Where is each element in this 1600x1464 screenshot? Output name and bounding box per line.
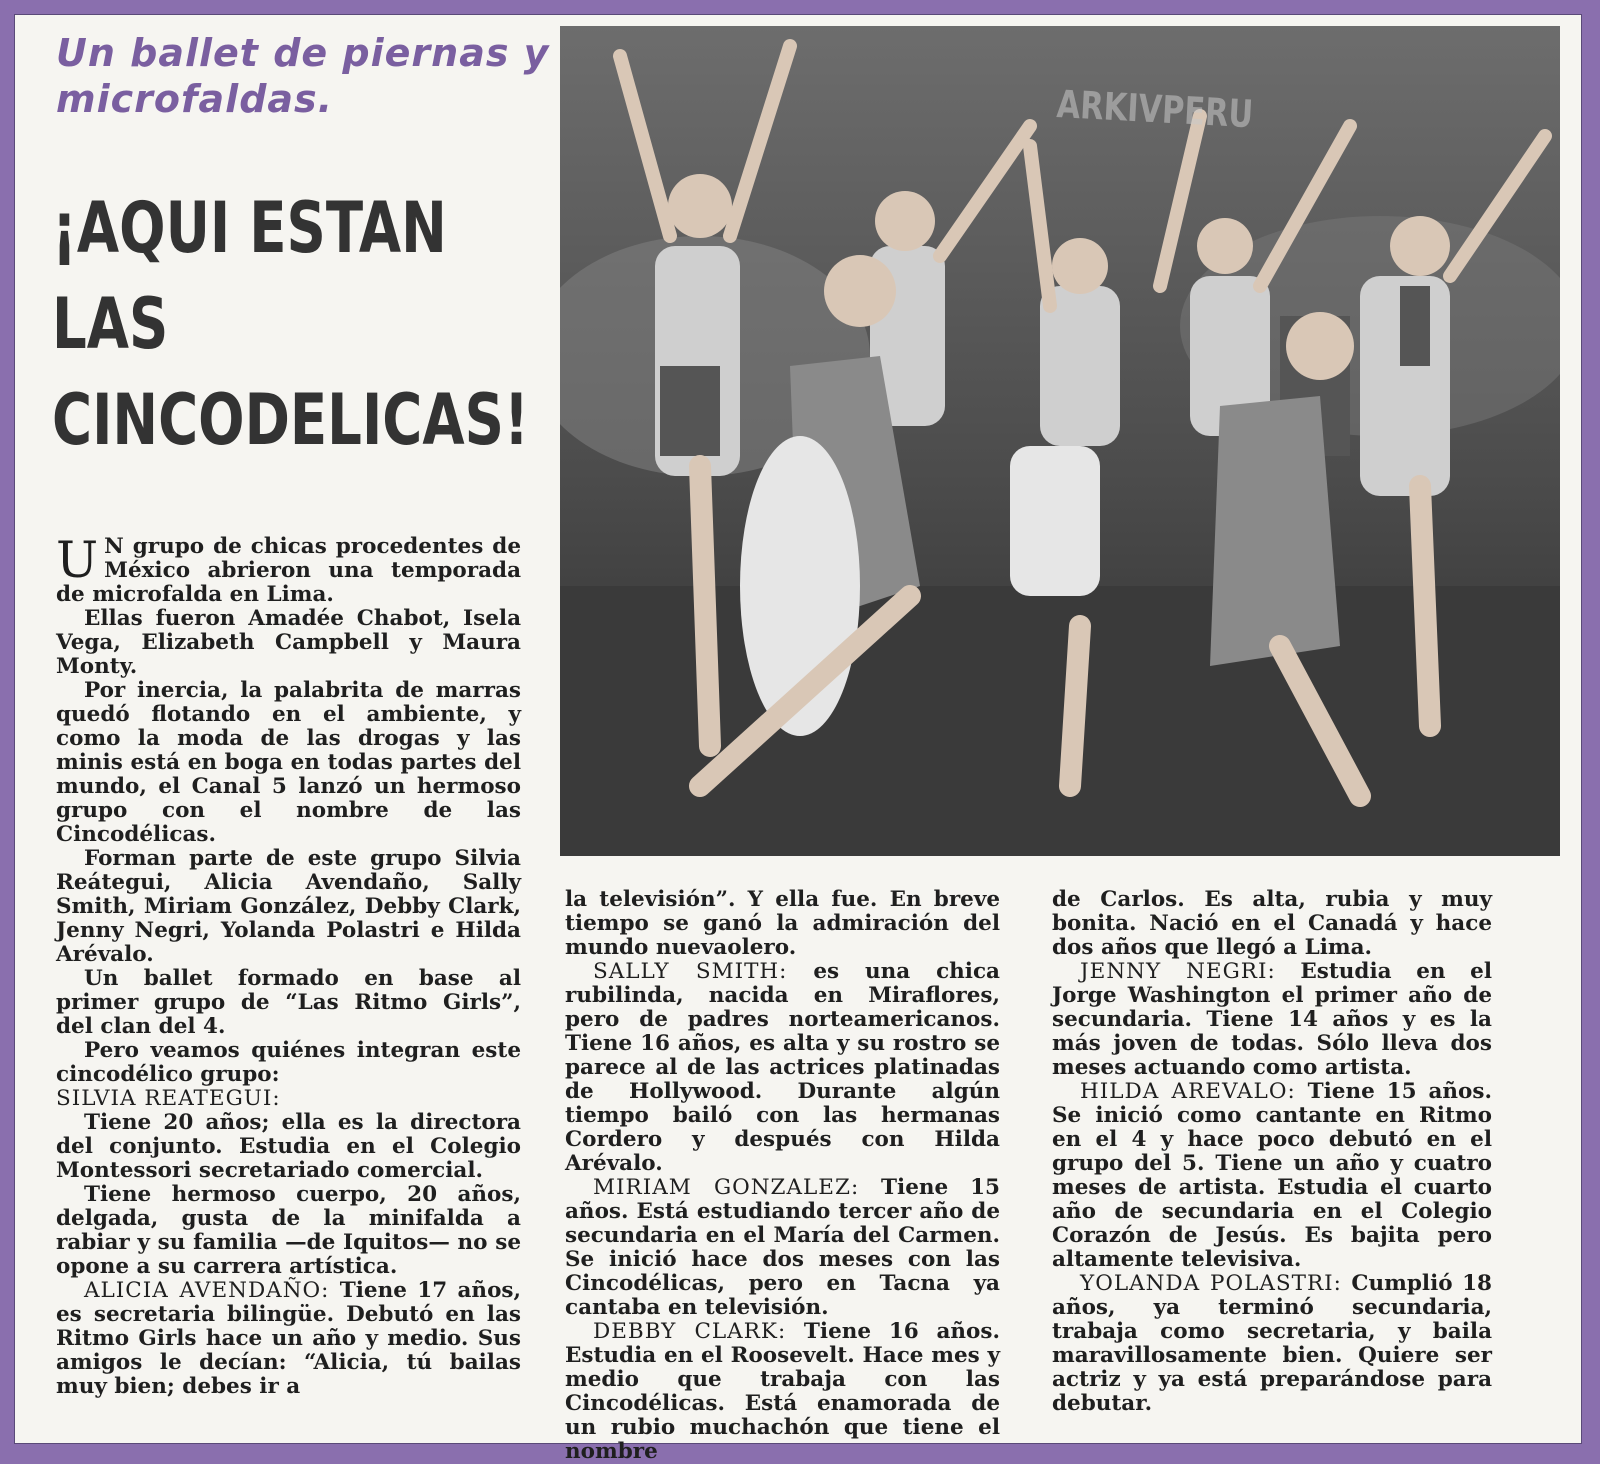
paragraph: Pero veamos quiénes integran este cincodélico grupo: <box>56 1038 521 1087</box>
paragraph: Forman parte de este grupo Silvia Reátegui, Alicia Avendaño, Sally Smith, Miriam González, Debby Clark, Jenny Negri, Yolanda Polastri e Hilda Arévalo. <box>56 846 521 967</box>
photo-illustration <box>560 26 1560 856</box>
member-text: Estudia en el Jorge Washington el primer año de secundaria. Tiene 14 años y es la más joven de todas. Sólo lleva dos meses actuando como artista. <box>1052 959 1492 1080</box>
article-headline <box>52 180 529 468</box>
paragraph <box>565 960 1000 1176</box>
article-column-1 <box>56 531 521 1399</box>
paragraph: Ellas fueron Amadée Chabot, Isela Vega, Elizabeth Campbell y Maura Monty. <box>56 606 521 679</box>
paragraph: la televisión”. Y ella fue. En breve tiempo se ganó la admiración del mundo nuevaolero. <box>565 887 1000 960</box>
photo-watermark: ARKIVPERU <box>1055 82 1255 137</box>
member-text: Tiene 16 años. Estudia en el Roosevelt. Hace mes y medio que trabaja con las Cincodélicas. Está enamorada de un rubio muchachón que tiene el nombre <box>565 1319 1000 1464</box>
article-column-3 <box>1052 888 1492 1416</box>
member-name: ALICIA AVENDAÑO: <box>84 1278 330 1303</box>
paragraph <box>565 1176 1000 1320</box>
paragraph <box>565 1320 1000 1464</box>
member-text: es una chica rubilinda, nacida en Miraflores, pero de padres norteamericanos. Tiene 16 años, es alta y su rostro se parece al de las actrices platinadas de Hollywood. Durante algún tiempo bailó con las hermanas Cordero y después con Hilda Arévalo. <box>565 959 1000 1176</box>
paragraph <box>1052 960 1492 1080</box>
member-name: JENNY NEGRI: <box>1080 959 1276 984</box>
member-name: SILVIA REATEGUI: <box>56 1086 281 1111</box>
paragraph: Tiene hermoso cuerpo, 20 años, delgada, gusta de la minifalda a rabiar y su familia —de Iquitos— no se opone a su carrera artística. <box>56 1182 521 1279</box>
intro-text: N grupo de chicas procedentes de México abrieron una temporada de microfalda en Lima. <box>56 534 521 607</box>
headline-line-1: ¡AQUI ESTAN <box>52 187 447 269</box>
intro-paragraph <box>56 531 521 607</box>
member-name: YOLANDA POLASTRI: <box>1080 1271 1342 1296</box>
paragraph <box>56 1279 521 1399</box>
member-text: Tiene 17 años, es secretaria bilingüe. Debutó en las Ritmo Girls hace un año y medio. Sus amigos le decían: “Alicia, tú bailas muy bien; debes ir a <box>56 1278 521 1399</box>
article-column-2 <box>565 888 1000 1464</box>
headline-line-2: LAS <box>52 283 169 365</box>
drop-cap: U <box>56 531 99 589</box>
member-text: Cumplió 18 años, ya terminó secundaria, trabaja como secretaria, y baila maravillosamente bien. Quiere ser actriz y ya está preparándose para debutar. <box>1052 1271 1492 1416</box>
member-text: Tiene 15 años. Está estudiando tercer año de secundaria en el María del Carmen. Se inició hace dos meses con las Cincodélicas, pero en Tacna ya cantaba en televisión. <box>565 1175 1001 1320</box>
headline-line-3: CINCODELICAS! <box>52 379 529 461</box>
member-text: Tiene 15 años. Se inició como cantante en Ritmo en el 4 y hace poco debutó en el grupo del 5. Tiene un año y cuatro meses de artista. Estudia el cuarto año de secundaria en el Colegio Corazón de Jesús. Es bajita pero altamente televisiva. <box>1052 1079 1492 1272</box>
member-name: SALLY SMITH: <box>593 959 788 984</box>
article-kicker: Un ballet de piernas y microfaldas. <box>56 31 550 121</box>
paragraph: Tiene 20 años; ella es la directora del conjunto. Estudia en el Colegio Montessori secretariado comercial. <box>56 1110 521 1183</box>
paragraph <box>1052 1080 1492 1272</box>
member-name: DEBBY CLARK: <box>593 1319 787 1344</box>
paragraph <box>1052 1272 1492 1416</box>
member-name: MIRIAM GONZALEZ: <box>593 1175 860 1200</box>
dancers-photo <box>560 26 1560 856</box>
member-name: HILDA AREVALO: <box>1080 1079 1296 1104</box>
paragraph: Por inercia, la palabrita de marras quedó flotando en el ambiente, y como la moda de las drogas y las minis está en boga en todas partes del mundo, el Canal 5 lanzó un hermoso grupo con el nombre de las Cincodélicas. <box>56 678 521 847</box>
paragraph: Un ballet formado en base al primer grupo de “Las Ritmo Girls”, del clan del 4. <box>56 966 521 1039</box>
paragraph: de Carlos. Es alta, rubia y muy bonita. Nació en el Canadá y hace dos años que llegó a Lima. <box>1052 887 1492 960</box>
